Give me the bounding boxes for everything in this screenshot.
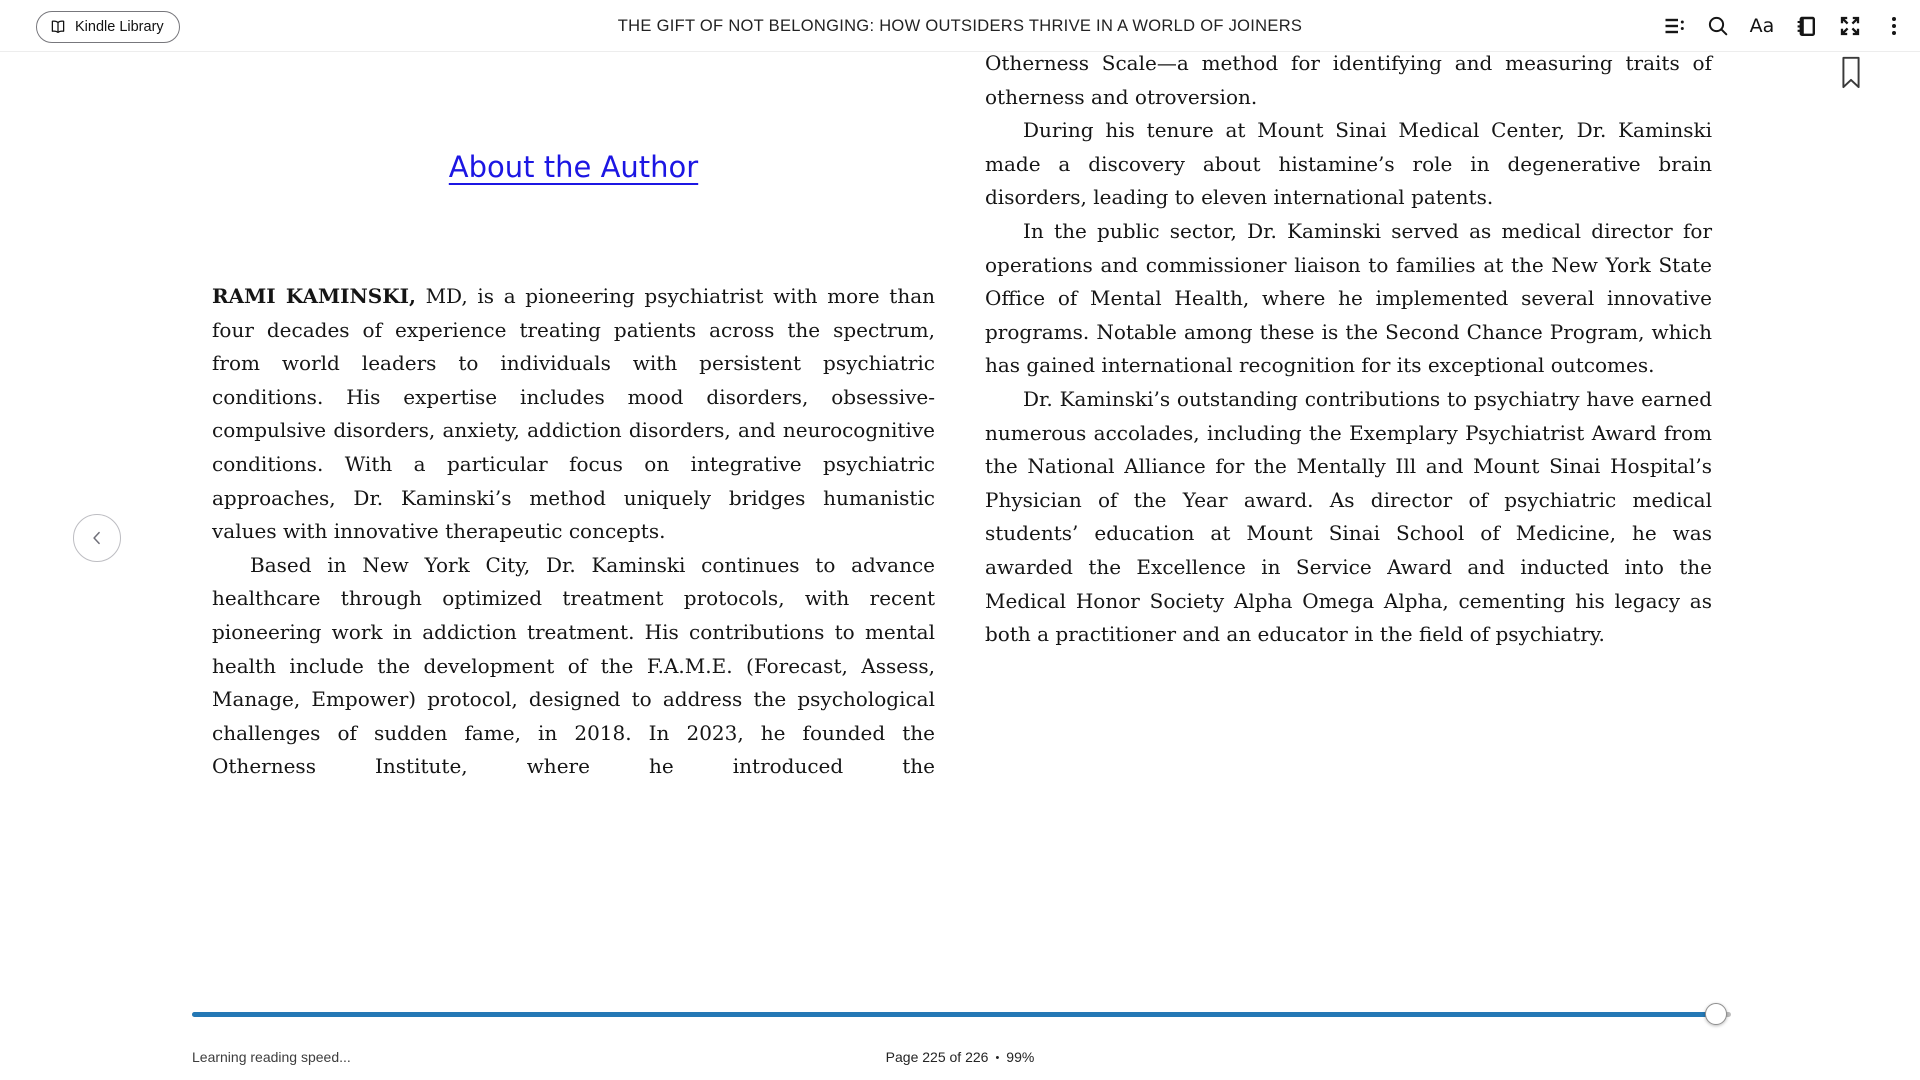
page-number-label: Page 225 of 226 (885, 1049, 989, 1065)
kindle-library-label: Kindle Library (75, 19, 164, 35)
right-column (985, 0, 1712, 652)
author-name-bold: RAMI KAMINSKI, (212, 284, 416, 308)
font-settings-aa-icon: Aa (1749, 15, 1775, 37)
page-info (0, 1049, 1920, 1065)
separator-dot: • (995, 1052, 1000, 1064)
chevron-left-icon (87, 528, 107, 548)
paragraph: During his tenure at Mount Sinai Medical Center, Dr. Kaminski made a discovery about histamine’s role in degenerative brain disorders, leading to eleven international patents. (985, 118, 1712, 210)
reading-speed-status: Learning reading speed... (192, 1049, 351, 1065)
paragraph: In the public sector, Dr. Kaminski served as medical director for operations and commissioner liaison to families at the New York State Office of Mental Health, where he implemented several innovative programs. Notable among these is the Second Chance Program, which has gained international recognition for its exceptional outcomes. (985, 218, 1712, 378)
progress-bar[interactable] (192, 1012, 1731, 1017)
progress-fill (192, 1012, 1716, 1017)
progress-thumb[interactable] (1705, 1003, 1727, 1025)
paragraph: Based in New York City, Dr. Kaminski continues to advance healthcare through optimized treatment protocols, with recent pioneering work in addiction treatment. His contributions to mental health include the development of the F.A.M.E. (Forecast, Assess, Manage, Empower) protocol, designed to address the psychological challenges of sudden fame, in 2018. In 2023, he founded the Otherness Institute, where he introduced the (212, 552, 935, 779)
left-column (212, 0, 935, 784)
paragraph: RAMI KAMINSKI, MD, is a pioneering psychiatrist with more than four decades of experience treating patients across the spectrum, from world leaders to individuals with persistent psychiatric conditions. His expertise includes mood disorders, obsessive-compulsive disorders, anxiety, addiction disorders, and neurocognitive conditions. With a particular focus on integrative psychiatric approaches, Dr. Kaminski’s method uniquely bridges humanistic values with innovative therapeutic concepts. (212, 284, 936, 544)
paragraph: Dr. Kaminski’s outstanding contributions to psychiatry have earned numerous accolades, including the Exemplary Psychiatrist Award from the National Alliance for the Mentally Ill and Mount Sinai Hospital’s Physician of the Year award. As director of psychiatric medical students’ education at Mount Sinai School of Medicine, he was awarded the Excellence in Service Award and inducted into the Medical Honor Society Alpha Omega Alpha, cementing his legacy as both a practitioner and an educator in the field of psychiatry. (985, 386, 1712, 647)
chapter-heading-link[interactable]: About the Author (448, 150, 699, 184)
left-column-text (212, 280, 935, 784)
percent-read-label: 99% (1006, 1049, 1035, 1065)
previous-page-button[interactable] (73, 514, 121, 562)
paragraph: Otherness Scale—a method for identifying and measuring traits of otherness and otroversion. (985, 51, 1712, 109)
book-title: THE GIFT OF NOT BELONGING: HOW OUTSIDERS THRIVE IN A WORLD OF JOINERS (617, 16, 1303, 35)
right-column-text (985, 0, 1712, 652)
